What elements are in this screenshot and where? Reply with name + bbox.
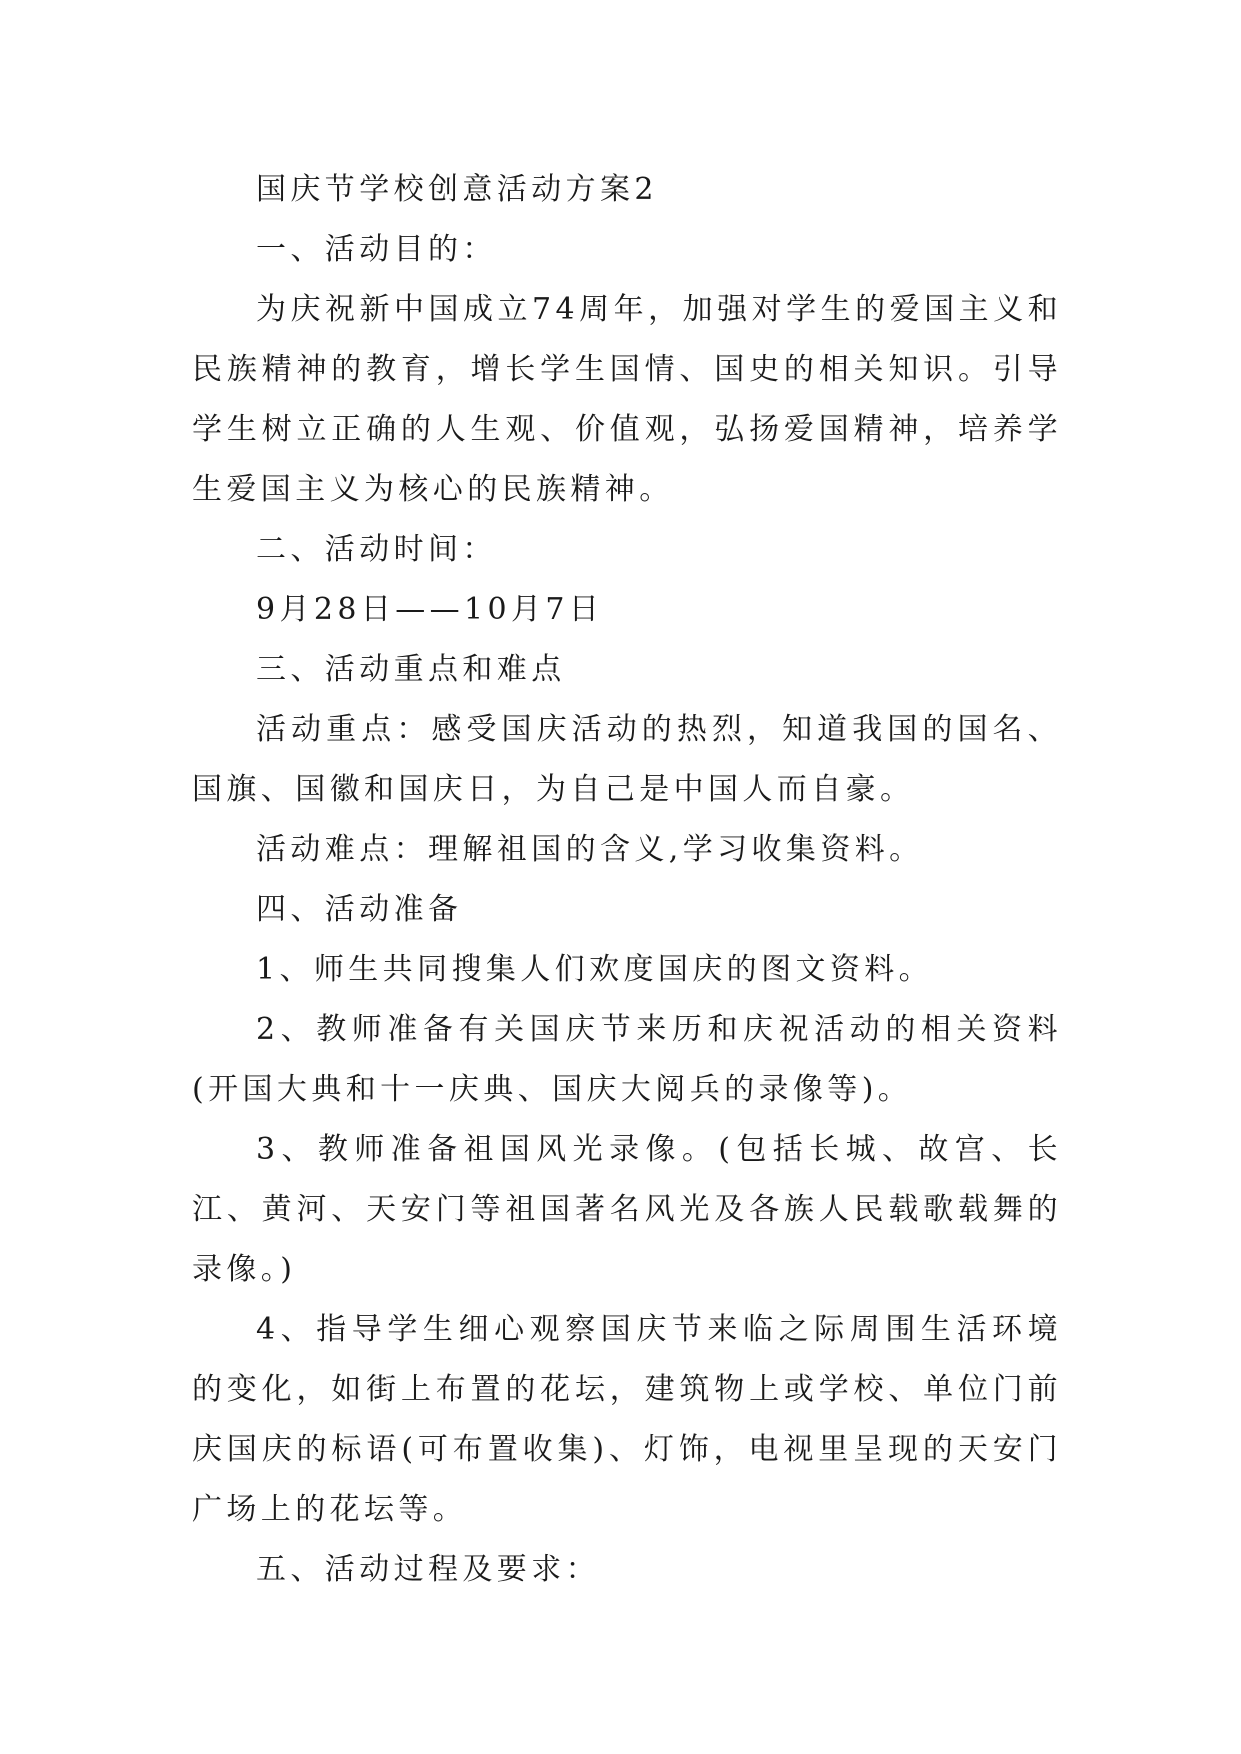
paragraph-difficulty: 活动难点：理解祖国的含义,学习收集资料。: [256, 832, 924, 867]
section-heading-focus: 三、活动重点和难点: [256, 652, 566, 687]
paragraph-purpose: 为庆祝新中国成立74周年，加强对学生的爱国主义和民族精神的教育，增长学生国情、国史的相关知识。引导学生树立正确的人生观、价值观，弘扬爱国精神，培养学生爱国主义为核心的民族精神。: [192, 292, 1062, 507]
section-heading-purpose: 一、活动目的：: [256, 232, 497, 267]
paragraph-focus: 活动重点：感受国庆活动的热烈，知道我国的国名、国旗、国徽和国庆日，为自己是中国人而自豪。: [192, 712, 1062, 807]
list-item-preparation-3: 3、教师准备祖国风光录像。(包括长城、故宫、长江、黄河、天安门等祖国著名风光及各族人民载歌载舞的录像。): [192, 1132, 1062, 1287]
document-title: 国庆节学校创意活动方案2: [256, 172, 658, 207]
section-heading-time: 二、活动时间：: [256, 532, 497, 567]
list-item-preparation-4: 4、指导学生细心观察国庆节来临之际周围生活环境的变化，如街上布置的花坛，建筑物上或学校、单位门前庆国庆的标语(可布置收集)、灯饰，电视里呈现的天安门广场上的花坛等。: [192, 1312, 1062, 1527]
document-body: [192, 160, 1062, 1600]
list-item-preparation-2: 2、教师准备有关国庆节来历和庆祝活动的相关资料(开国大典和十一庆典、国庆大阅兵的录像等)。: [192, 1012, 1062, 1107]
list-item-preparation-1: 1、师生共同搜集人们欢度国庆的图文资料。: [256, 952, 934, 987]
section-heading-process: 五、活动过程及要求：: [256, 1552, 600, 1587]
section-heading-preparation: 四、活动准备: [256, 892, 463, 927]
paragraph-time: 9月28日——10月7日: [256, 592, 604, 627]
